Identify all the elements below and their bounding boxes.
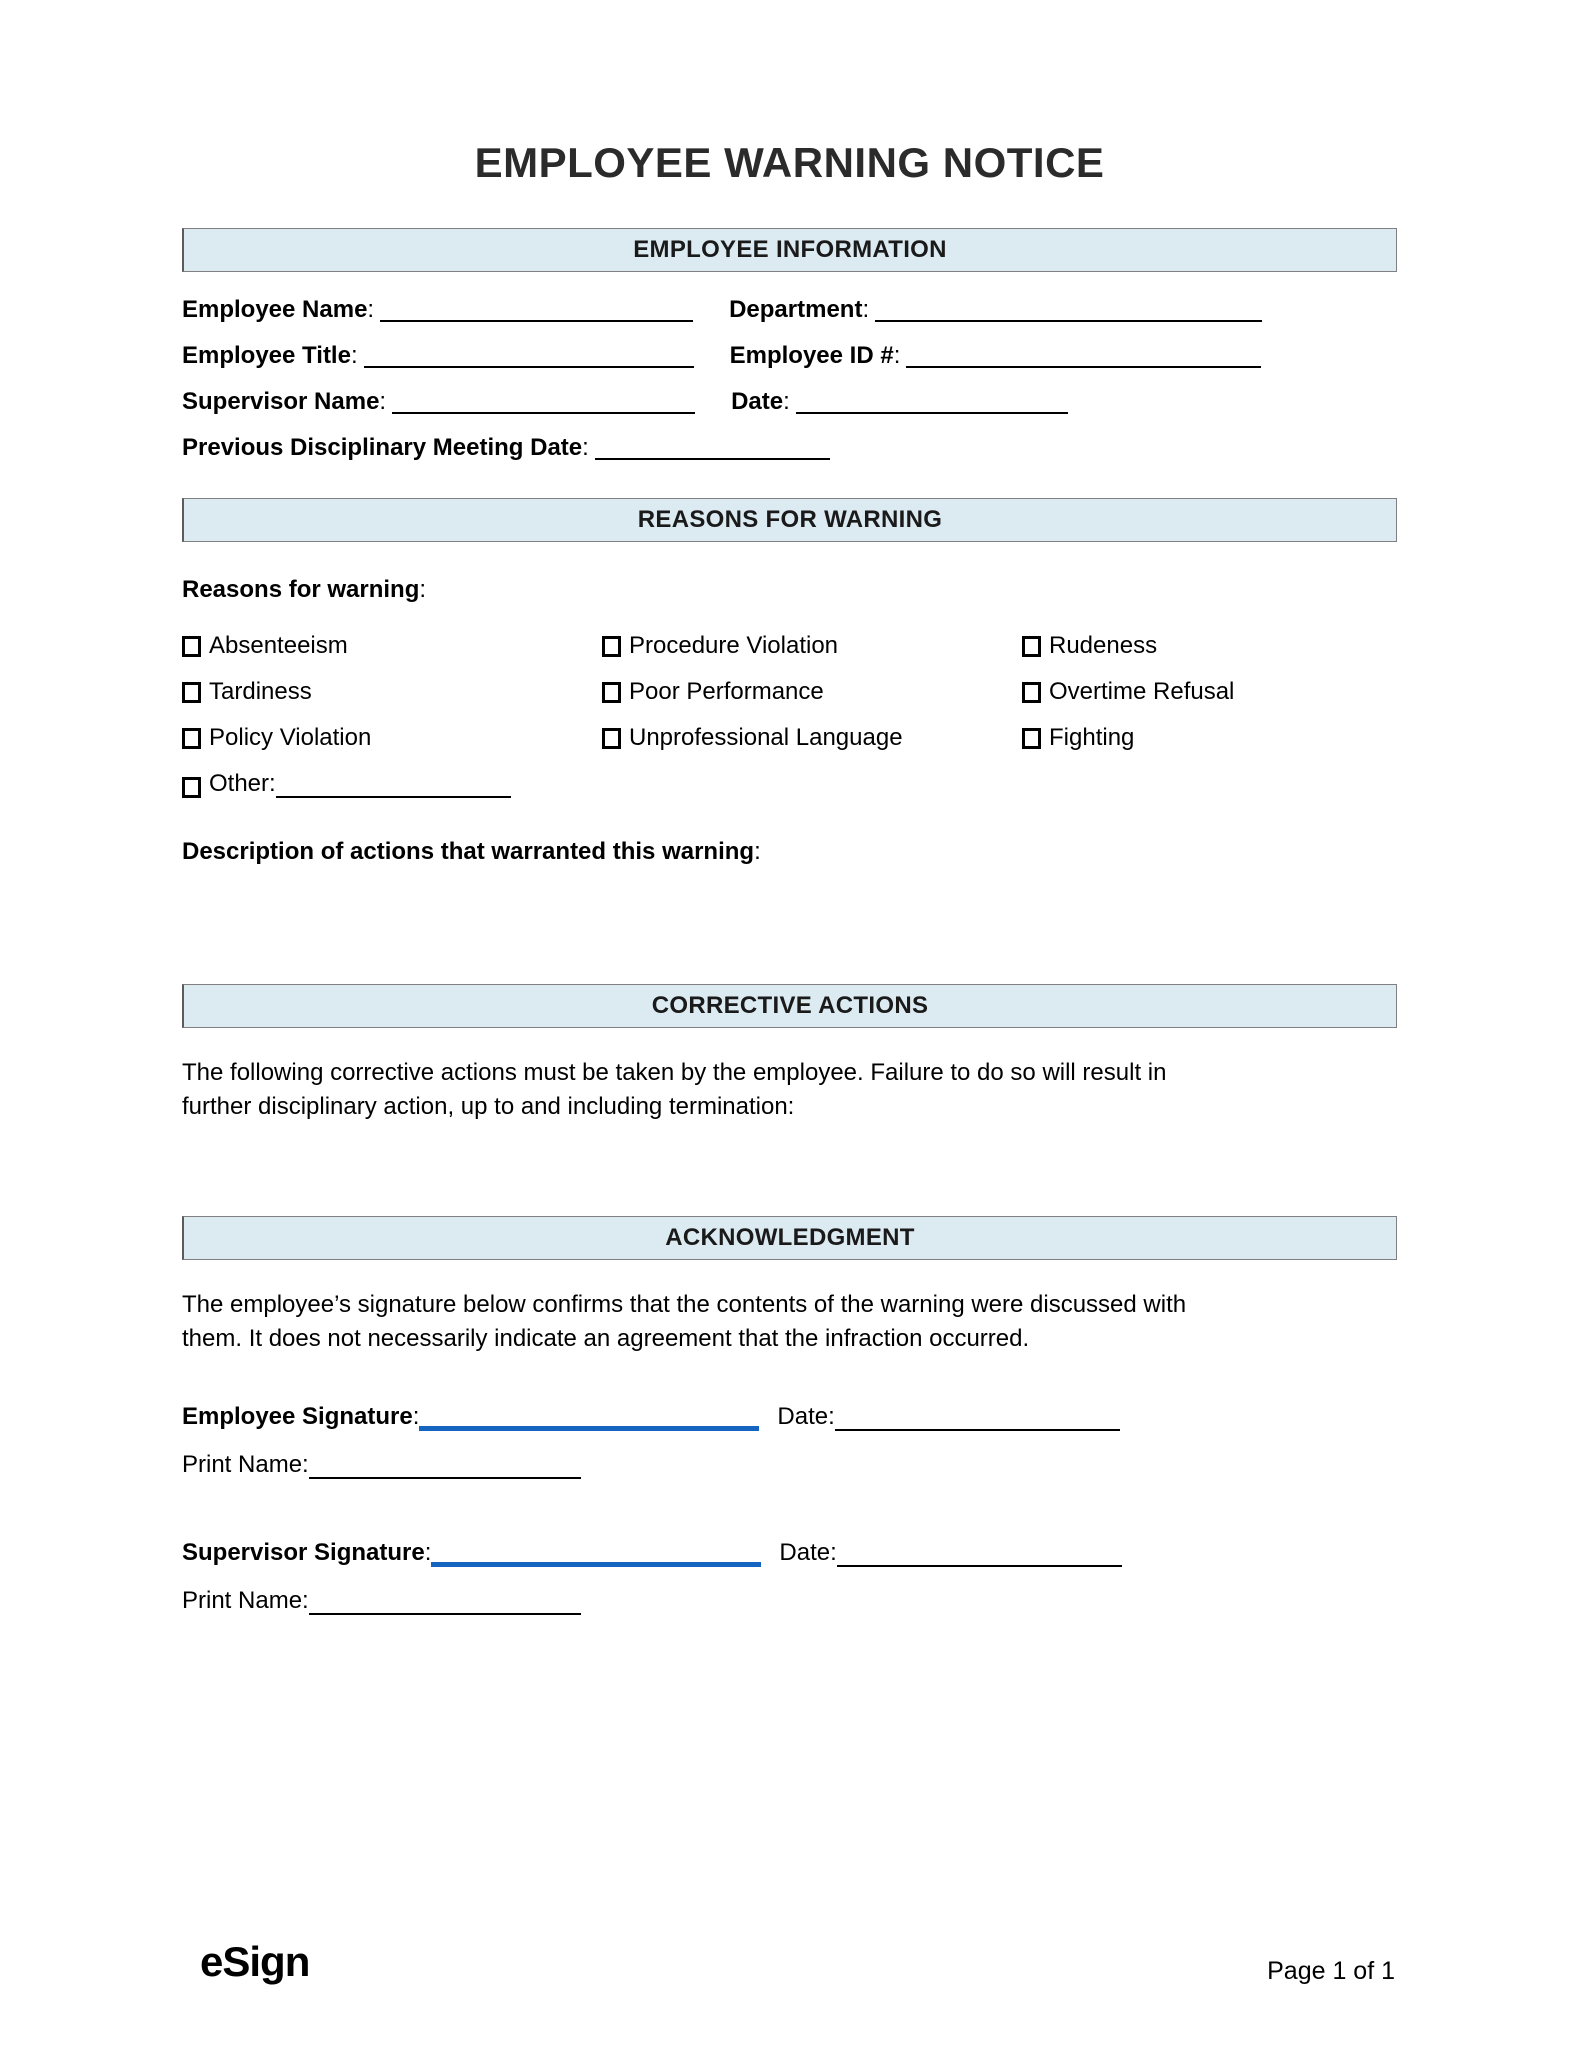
field-colon: : (379, 388, 387, 416)
section-header-label: ACKNOWLEDGMENT (665, 1224, 915, 1252)
checkbox-item-tardiness[interactable] (182, 678, 602, 706)
supervisor-date-label: Date (779, 1538, 831, 1566)
field-colon: : (582, 434, 589, 462)
description-heading-colon: : (754, 838, 761, 866)
checkbox-icon[interactable] (1022, 728, 1041, 749)
checkbox-icon[interactable] (602, 682, 621, 703)
description-heading-text: Description of actions that warranted this warning (182, 838, 755, 866)
checkbox-label: Poor Performance (629, 678, 824, 706)
supervisor-date-input[interactable] (837, 1545, 1122, 1567)
checkbox-item-other[interactable] (182, 770, 1397, 798)
checkbox-item-poor-performance[interactable] (602, 678, 1022, 706)
checkbox-item-fighting[interactable] (1022, 724, 1397, 752)
checkbox-label: Absenteeism (209, 632, 348, 660)
checkbox-icon[interactable] (182, 777, 201, 798)
field-row-title-id (182, 344, 1397, 368)
employee-print-name-colon: : (302, 1450, 309, 1478)
supervisor-print-name-label: Print Name (182, 1586, 303, 1614)
employee-signature-colon: : (412, 1402, 420, 1430)
checkbox-label: Tardiness (209, 678, 312, 706)
checkbox-icon[interactable] (182, 682, 201, 703)
section-header-acknowledgment (182, 1216, 1397, 1260)
checkbox-label: Overtime Refusal (1049, 678, 1235, 706)
employee-id-input[interactable] (906, 346, 1261, 368)
field-label: Employee Name (182, 296, 368, 324)
field-colon: : (862, 296, 870, 324)
reasons-subheading-colon: : (419, 576, 427, 604)
employee-date-label: Date (777, 1402, 829, 1430)
field-previous-disciplinary-meeting-date[interactable] (182, 436, 830, 460)
page-title: EMPLOYEE WARNING NOTICE (474, 139, 1105, 186)
field-employee-name[interactable] (182, 298, 693, 322)
checkbox-icon[interactable] (602, 728, 621, 749)
checkbox-label: Unprofessional Language (629, 724, 903, 752)
supervisor-signature-label: Supervisor Signature (182, 1538, 425, 1566)
employee-signature-input[interactable] (419, 1407, 759, 1431)
esign-logo: eSign (200, 1938, 310, 1985)
employee-name-input[interactable] (380, 300, 693, 322)
checkbox-label: Fighting (1049, 724, 1135, 752)
supervisor-print-name-row (182, 1587, 1397, 1615)
corrective-actions-paragraph: The following corrective actions must be taken by the employee. Failure to do so will result in further disciplinary action, up to and including termination: (182, 1059, 1167, 1121)
employee-print-name-input[interactable] (309, 1457, 581, 1479)
field-department[interactable] (729, 298, 1262, 322)
field-label: Date (731, 388, 784, 416)
supervisor-date-colon: : (830, 1538, 837, 1566)
date-input[interactable] (796, 392, 1068, 414)
field-row-name-department (182, 298, 1397, 322)
employee-signature-label: Employee Signature (182, 1402, 413, 1430)
checkbox-icon[interactable] (602, 636, 621, 657)
supervisor-print-name-colon: : (302, 1586, 309, 1614)
checkbox-label: Other (209, 770, 270, 798)
acknowledgment-paragraph: The employee’s signature below confirms that the contents of the warning were discussed with them. It does not necessarily indicate an agreement that the infraction occurred. (182, 1291, 1187, 1353)
field-label: Employee ID # (729, 342, 894, 370)
section-header-reasons-for-warning (182, 498, 1397, 542)
checkbox-item-procedure-violation[interactable] (602, 632, 1022, 660)
section-header-label: REASONS FOR WARNING (637, 506, 943, 534)
checkbox-icon[interactable] (1022, 636, 1041, 657)
checkbox-icon[interactable] (1022, 682, 1041, 703)
employee-signature-row (182, 1403, 1397, 1431)
checkbox-icon[interactable] (182, 728, 201, 749)
checkbox-item-rudeness[interactable] (1022, 632, 1397, 660)
supervisor-name-input[interactable] (392, 392, 695, 414)
field-employee-title[interactable] (182, 344, 694, 368)
field-supervisor-name[interactable] (182, 390, 695, 414)
checkbox-item-absenteeism[interactable] (182, 632, 602, 660)
employee-date-input[interactable] (835, 1409, 1120, 1431)
employee-print-name-label: Print Name (182, 1450, 303, 1478)
field-colon: : (367, 296, 375, 324)
checkbox-label: Rudeness (1049, 632, 1158, 660)
field-label: Supervisor Name (182, 388, 380, 416)
field-row-supervisor-date (182, 390, 1397, 414)
field-date[interactable] (731, 390, 1068, 414)
field-label: Previous Disciplinary Meeting Date (182, 434, 583, 462)
field-row-previous-meeting (182, 436, 1397, 460)
supervisor-signature-row (182, 1539, 1397, 1567)
checkbox-item-unprofessional-language[interactable] (602, 724, 1022, 752)
checkbox-icon[interactable] (182, 636, 201, 657)
corrective-actions-entry-area[interactable] (182, 1124, 1397, 1216)
reasons-subheading-text: Reasons for warning (182, 576, 420, 604)
checkbox-label-colon: : (269, 770, 276, 798)
page-footer (182, 1938, 1397, 1986)
supervisor-signature-block (182, 1539, 1397, 1615)
employee-signature-block (182, 1403, 1397, 1479)
section-header-employee-information (182, 228, 1397, 272)
field-colon: : (783, 388, 790, 416)
employee-title-input[interactable] (364, 346, 694, 368)
description-heading (182, 838, 1397, 866)
employee-print-name-row (182, 1451, 1397, 1479)
checkbox-item-overtime-refusal[interactable] (1022, 678, 1397, 706)
supervisor-signature-input[interactable] (431, 1543, 761, 1567)
section-header-label: CORRECTIVE ACTIONS (651, 992, 929, 1020)
reasons-checkbox-grid (182, 632, 1397, 752)
checkbox-label: Policy Violation (209, 724, 372, 752)
supervisor-print-name-input[interactable] (309, 1593, 581, 1615)
supervisor-signature-colon: : (424, 1538, 432, 1566)
field-employee-id[interactable] (730, 344, 1262, 368)
other-reason-input[interactable] (276, 776, 511, 798)
previous-meeting-date-input[interactable] (595, 438, 830, 460)
field-colon: : (893, 342, 901, 370)
reasons-subheading (182, 576, 1397, 604)
checkbox-item-policy-violation[interactable] (182, 724, 602, 752)
field-label: Department (729, 296, 863, 324)
section-header-corrective-actions (182, 984, 1397, 1028)
page-number: Page 1 of 1 (1267, 1957, 1395, 1985)
document-sheet (182, 0, 1397, 2048)
checkbox-label: Procedure Violation (629, 632, 839, 660)
department-input[interactable] (875, 300, 1262, 322)
field-colon: : (350, 342, 358, 370)
field-label: Employee Title (182, 342, 351, 370)
section-header-label: EMPLOYEE INFORMATION (633, 236, 947, 264)
employee-date-colon: : (828, 1402, 835, 1430)
description-entry-area[interactable] (182, 866, 1397, 984)
